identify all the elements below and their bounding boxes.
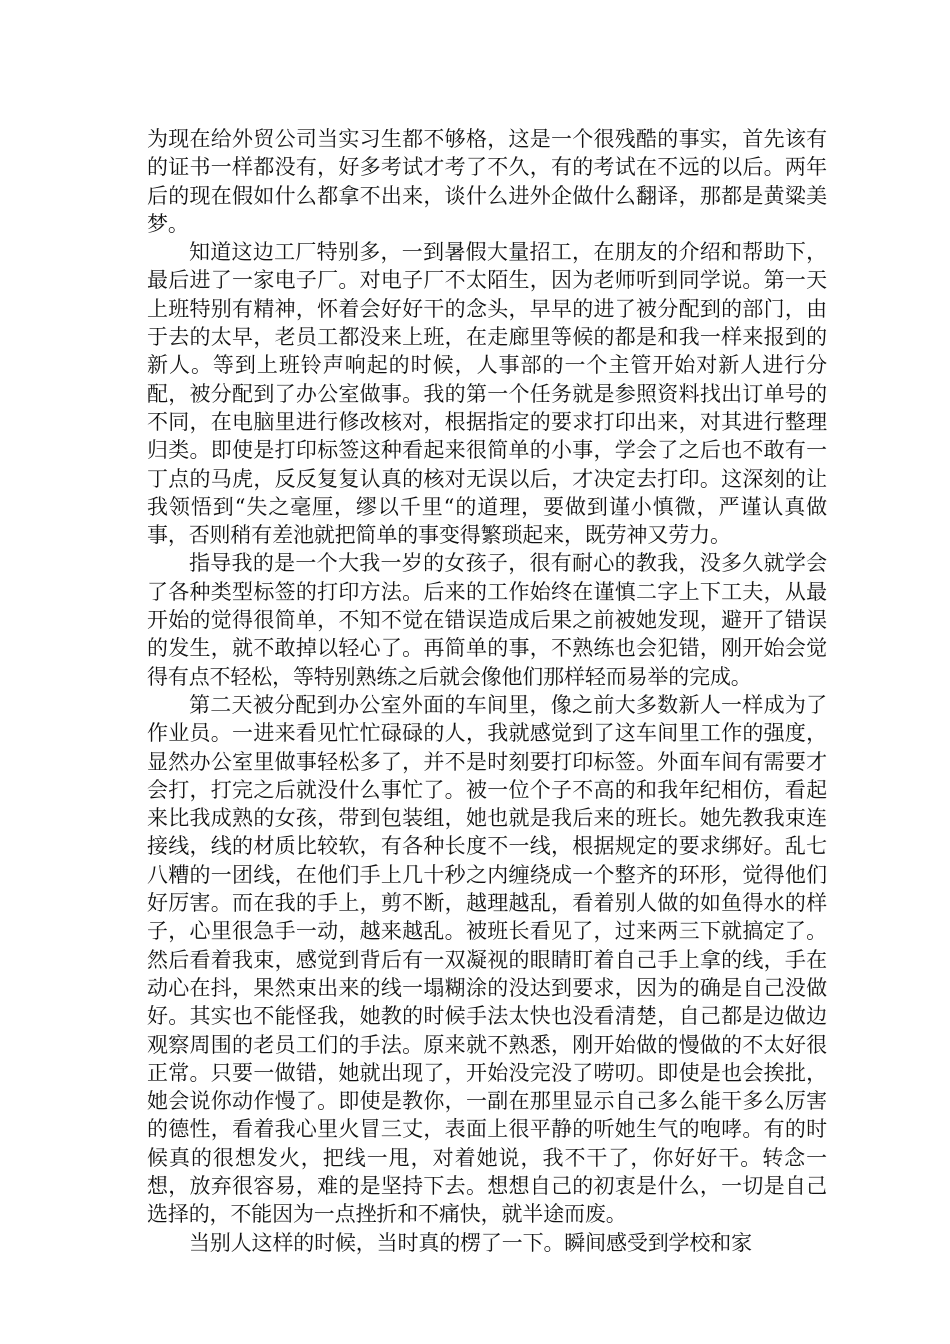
paragraph-1: 为现在给外贸公司当实习生都不够格，这是一个很残酷的事实，首先该有的证书一样都没有，好多考试才考了不久，有的考试在不远的以后。两年后的现在假如什么都拿不出来，谈什么进外企做什么翻译，那都是黄粱美梦。 [147,127,827,236]
paragraph-5: 当别人这样的时候，当时真的楞了一下。瞬间感受到学校和家 [189,1230,752,1255]
paragraph-4: 第二天被分配到办公室外面的车间里，像之前大多数新人一样成为了作业员。一进来看见忙忙碌碌的人，我就感觉到了这车间里工作的强度，显然办公室里做事轻松多了，并不是时刻要打印标签。外面车间有需要才会打，打完之后就没什么事忙了。被一位个子不高的和我年纪相仿，看起来比我成熟的女孩，带到包装组，她也就是我后来的班长。她先教我束连接线，线的材质比较软，有各种长度不一线，根据规定的要求绑好。乱七八糟的一团线，在他们手上几十秒之内缠绕成一个整齐的环形，觉得他们好厉害。而在我的手上，剪不断，越理越乱，看着别人做的如鱼得水的样子，心里很急手一动，越来越乱。被班长看见了，过来两三下就搞定了。然后看着我束，感觉到背后有一双凝视的眼睛盯着自己手上拿的线，手在动心在抖，果然束出来的线一塌糊涂的没达到要求，因为的确是自己没做好。其实也不能怪我，她教的时候手法太快也没看清楚，自己都是边做边观察周围的老员工们的手法。原来就不熟悉，刚开始做的慢做的不太好很正常。只要一做错，她就出现了，开始没完没了唠叨。即使是也会挨批，她会说你动作慢了。即使是教你，一副在那里显示自己多么能干多么厉害的德性，看着我心里火冒三丈，表面上很平静的听她生气的咆哮。有的时候真的很想发火，把线一甩，对着她说，我不干了，你好好干。转念一想，放弃很容易，难的是坚持下去。想想自己的初衷是什么，一切是自己选择的，不能因为一点挫折和不痛快，就半途而废。 [147,692,827,1227]
document-page [147,125,827,1257]
paragraph-3: 指导我的是一个大我一岁的女孩子，很有耐心的教我，没多久就学会了各种类型标签的打印方法。后来的工作始终在谨慎二字上下工夫，从最开始的觉得很简单，不知不觉在错误造成后果之前被她发现，避开了错误的发生，就不敢掉以轻心了。再简单的事，不熟练也会犯错，刚开始会觉得有点不轻松，等特别熟练之后就会像他们那样轻而易举的完成。 [147,551,827,689]
paragraph-2: 知道这边工厂特别多，一到暑假大量招工，在朋友的介绍和帮助下，最后进了一家电子厂。对电子厂不太陌生，因为老师听到同学说。第一天上班特别有精神，怀着会好好干的念头，早早的进了被分配到的部门，由于去的太早，老员工都没来上班，在走廊里等候的都是和我一样来报到的新人。等到上班铃声响起的时候，人事部的一个主管开始对新人进行分配，被分配到了办公室做事。我的第一个任务就是参照资料找出订单号的不同，在电脑里进行修改核对，根据指定的要求打印出来，对其进行整理归类。即使是打印标签这种看起来很简单的小事，学会了之后也不敢有一丁点的马虎，反反复复认真的核对无误以后，才决定去打印。这深刻的让我领悟到“失之毫厘，缪以千里“的道理，要做到谨小慎微，严谨认真做事，否则稍有差池就把简单的事变得繁琐起来，既劳神又劳力。 [147,240,827,548]
